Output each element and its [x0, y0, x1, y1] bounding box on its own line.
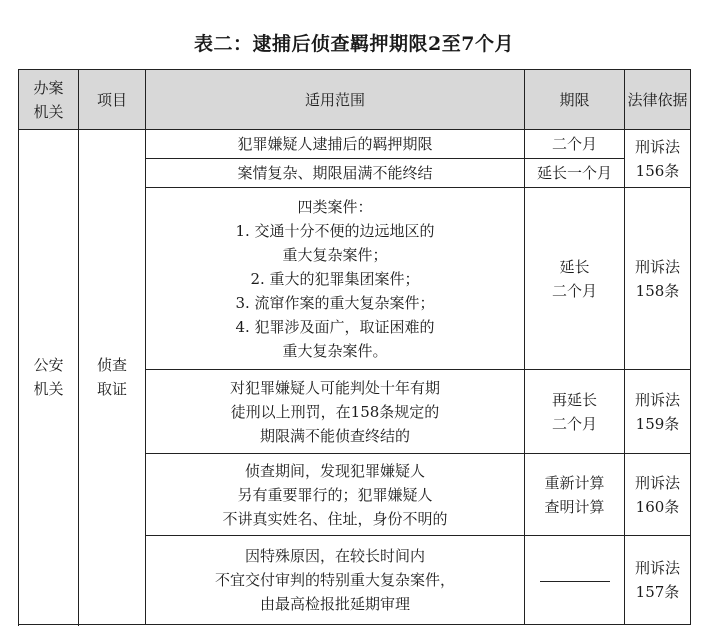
- term-cell: 延长一个月: [525, 159, 625, 188]
- empty-term-dash: [540, 581, 610, 582]
- header-scope: 适用范围: [146, 70, 525, 130]
- term-cell: [525, 536, 625, 625]
- scope-cell: 侦查期间，发现犯罪嫌疑人 另有重要罪行的；犯罪嫌疑人 不讲真实姓名、住址，身份不明的: [146, 454, 525, 536]
- table-row: [19, 130, 691, 159]
- scope-cell: 因特殊原因，在较长时间内 不宜交付审判的特别重大复杂案件， 由最高检报批延期审理: [146, 536, 525, 625]
- item-cell: 侦查 取证: [79, 130, 146, 625]
- law-cell: 刑诉法 160条: [625, 454, 691, 536]
- term-cell: 重新计算 查明计算: [525, 454, 625, 536]
- scope-cell: 对犯罪嫌疑人可能判处十年有期 徒刑以上刑罚，在158条规定的 期限满不能侦查终结的: [146, 370, 525, 454]
- header-agency: 办案 机关: [19, 70, 79, 130]
- law-cell: 刑诉法 156条: [625, 130, 691, 188]
- law-cell: 刑诉法 158条: [625, 188, 691, 370]
- header-item: 项目: [79, 70, 146, 130]
- term-cell: 延长 二个月: [525, 188, 625, 370]
- term-cell: 再延长 二个月: [525, 370, 625, 454]
- agency-cell: 公安 机关: [19, 130, 79, 625]
- scope-cell: 四类案件： 1. 交通十分不便的边远地区的 重大复杂案件； 2. 重大的犯罪集团案件； 3. 流窜作案的重大复杂案件； 4. 犯罪涉及面广，取证困难的 重大复杂案件。: [146, 188, 525, 370]
- detention-period-table: [18, 69, 691, 625]
- term-cell: 二个月: [525, 130, 625, 159]
- header-law: 法律依据: [625, 70, 691, 130]
- header-row: [19, 70, 691, 130]
- table-title: 表二：逮捕后侦查羁押期限2至7个月: [194, 33, 514, 55]
- law-cell: 刑诉法 157条: [625, 536, 691, 625]
- scope-cell: 案情复杂、期限届满不能终结: [146, 159, 525, 188]
- scope-cell: 犯罪嫌疑人逮捕后的羁押期限: [146, 130, 525, 159]
- header-term: 期限: [525, 70, 625, 130]
- law-cell: 刑诉法 159条: [625, 370, 691, 454]
